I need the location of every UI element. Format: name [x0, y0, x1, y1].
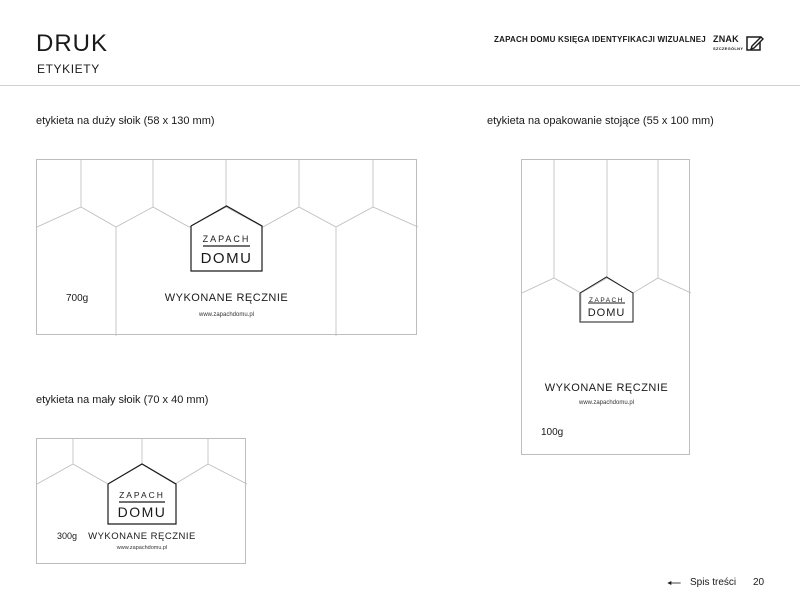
- weight-label: 100g: [541, 427, 564, 438]
- brand-word-top: ZAPACH: [589, 297, 624, 304]
- label-standing-pack: [521, 159, 690, 455]
- logo-main-text: ZNAK: [713, 34, 739, 44]
- brand-word-bottom: DOMU: [117, 504, 167, 520]
- caption-big-jar: etykieta na duży słoik (58 x 130 mm): [36, 115, 215, 127]
- website-url: www.zapachdomu.pl: [198, 312, 255, 318]
- brand-word-bottom: DOMU: [200, 250, 253, 267]
- brand-word-bottom: DOMU: [587, 307, 626, 319]
- znak-logo: [713, 34, 765, 56]
- weight-label: 700g: [66, 293, 89, 304]
- made-by-hand-text: WYKONANE RĘCZNIE: [88, 531, 196, 542]
- arrow-left-icon[interactable]: [664, 581, 684, 585]
- website-url: www.zapachdomu.pl: [578, 400, 635, 406]
- page-subtitle: ETYKIETY: [37, 62, 100, 76]
- pen-icon: [745, 34, 765, 52]
- header-divider: [0, 85, 800, 86]
- weight-label: 300g: [57, 531, 78, 541]
- caption-standing-pack: etykieta na opakowanie stojące (55 x 100 mm): [487, 115, 714, 127]
- label-big-jar: [36, 159, 417, 335]
- hexagon-pattern: [522, 160, 691, 456]
- table-of-contents-link[interactable]: Spis treści: [690, 577, 737, 588]
- logo-sub-text: SZCZEGÓLNY: [713, 46, 744, 51]
- website-url: www.zapachdomu.pl: [116, 545, 168, 551]
- page-title: DRUK: [36, 30, 109, 57]
- caption-small-jar: etykieta na mały słoik (70 x 40 mm): [36, 394, 209, 406]
- label-small-jar: [36, 438, 246, 564]
- brand-word-top: ZAPACH: [119, 490, 165, 500]
- brand-word-top: ZAPACH: [202, 234, 251, 244]
- hexagon-pattern: [37, 160, 418, 336]
- made-by-hand-text: WYKONANE RĘCZNIE: [164, 292, 289, 304]
- page-number: 20: [753, 577, 765, 588]
- book-title: ZAPACH DOMU KSIĘGA IDENTYFIKACJI WIZUALNEJ: [494, 35, 706, 44]
- made-by-hand-text: WYKONANE RĘCZNIE: [544, 382, 669, 394]
